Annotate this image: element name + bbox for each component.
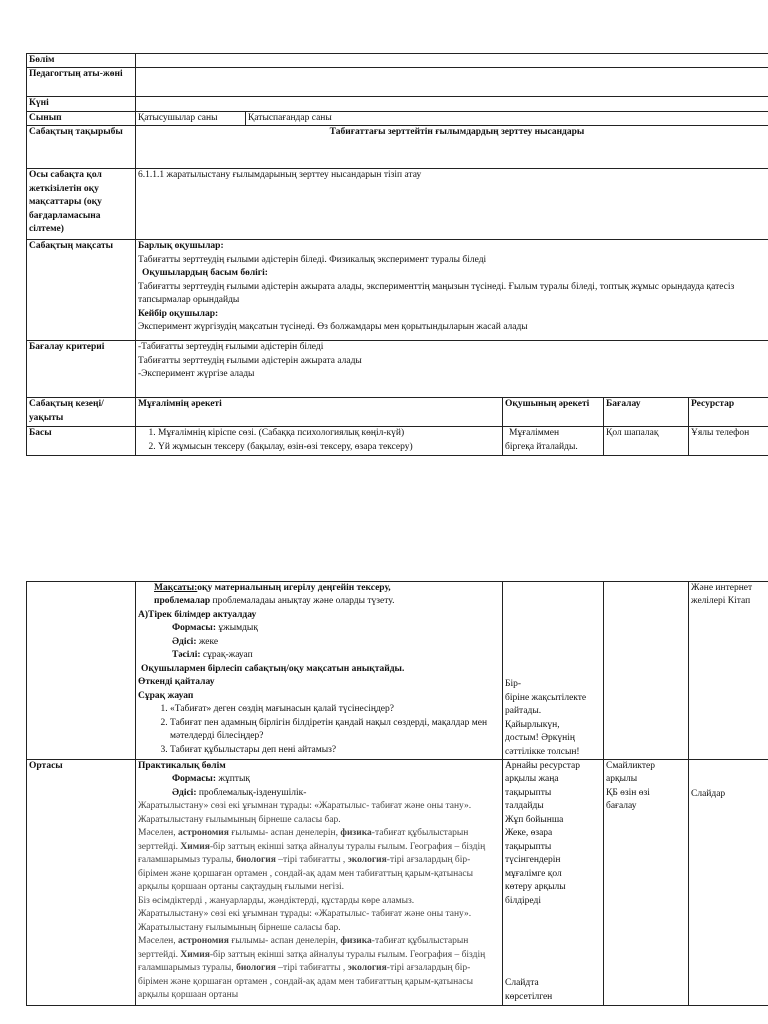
stage-header: Сабақтың кезеңі/ уақыты [27,398,136,427]
objectives-label: Осы сабақта қол жеткізілетін оқу мақсаттары (оқу бағдарламасына сілтеме) [27,169,136,240]
lesson-topic: Табиғаттағы зерттейтін ғылымдардың зерттеу нысандары [136,126,768,169]
assess-line: Смайликтер [606,761,656,771]
question-item: 2. Табиғат пен адамның бірлігін білдіретін қандай нақыл сөздерді, мақалдар мен мәтелдерді білесіңдер? [170,717,500,744]
criteria-item: -Табиғатты зертеудің ғылыми әдістерін біледі [138,342,324,353]
student-line: білдіреді [505,895,542,906]
practical-heading: Практикалық бөлім [138,761,226,771]
form-value: ұжымдық [216,623,258,634]
problem-line [138,595,500,608]
student-line: талдайды [505,801,544,812]
assessment-header: Бағалау [604,398,689,427]
review-heading: Өткенді қайталау [138,677,215,688]
begin-student-actions [503,427,604,456]
paragraph: Жаратылыстану» сөзі екі ұғымнан тұрады: «Жаратылыс- табиғат және оны тану». Жаратылыстану ғылымының бірнеше саласы бар. [138,909,472,933]
teacher-name-label: Педагогтың аты-жөні [27,68,136,97]
stage-middle: Ортасы [27,760,136,1006]
goal-some-heading: Кейбір оқушылар: [138,308,219,319]
begin-assessment: Қол шапалақ [604,427,689,456]
middle-student-actions [503,760,604,1006]
student-line: көрсетілген [505,991,553,1002]
form-label: Формасы: [172,623,217,634]
paragraph: Мәселен, астрономия ғылымы- аспан денелерін, физика-табиғат құбылыстарын зерттейді. Химия-бір заттың екінші затқа айналуы туралы ғылым. География – біздің ғаламшарымыз туралы, биология –тірі табиғатты , экология-тірі ағзалардың бір-бірімен және қоршаған ортамен , сондай-ақ адам мен табиғаттың қарым-қатынасы арқылы қоршаан ортаны [138,936,486,1001]
participants-count: Қатысушылар саны [136,111,246,125]
student-line: түсінгендерін [505,855,561,866]
lesson-plan-table-top [26,53,768,456]
begin-student-line: Мұғаліммен [509,428,560,439]
student-line: Жұп бойынша [505,814,564,825]
problem-bold: проблемалар [154,596,211,607]
lesson-goals [136,240,768,341]
student-line: мұғалімге қол [505,868,562,879]
technique-value: сұрақ-жауап [200,650,253,661]
question-item: 3. Табиғат құбылыстары деп нені айтамыз? [170,744,500,757]
resource-slides: Слайдар [691,789,726,799]
form-line [138,622,500,635]
goal-heading: Мақсаты: [154,583,198,593]
absent-count: Қатыспағандар саны [246,111,768,125]
student-line: көтеру арқылы [505,882,566,893]
mid-method-line [138,787,500,800]
criteria-item: -Эксперимент жүргізе алады [138,369,255,380]
list-item: 2. Үй жұмысын тексеру (бақылау, өзін-өзі тексеру, өзара тексеру) [158,441,500,454]
method-value: проблемалық-ізденушілік- [196,787,307,798]
review-teacher-actions [136,582,503,760]
student-line: арқылы жаңа [505,774,559,785]
section-value[interactable] [136,54,768,68]
student-line: тақырыпты [505,787,552,798]
question-item: 1. «Табиғат» деген сөздің мағынасын қалай түсінесіңдер? [170,703,500,716]
review-assessment [604,582,689,760]
qa-heading: Сұрақ жауап [138,690,194,701]
review-resources: Және интернет желілері Кітап [689,582,768,760]
lesson-plan-table-bottom [26,581,768,1006]
form-label: Формасы: [172,774,217,785]
goal-text: оқу материалының игерілу деңгейін тексеру, [197,583,391,593]
goal-all-heading: Барлық оқушылар: [138,241,224,252]
student-action-header: Оқушының әрекеті [503,398,604,427]
review-goal [138,582,500,595]
list-item: 1. Мұғалімнің кіріспе сөзі. (Сабаққа психологиялық көңіл-күй) [158,427,500,440]
middle-resources [689,760,768,1006]
student-line: біріне жақсытілекте [505,692,587,703]
assessment-criteria [136,341,768,398]
begin-student-line: біргеқа йталайды. [505,441,578,452]
review-student-actions [503,582,604,760]
method-value: жеке [196,636,219,647]
student-line: Слайдта [505,978,539,989]
method-label: Әдісі: [172,636,197,647]
support-knowledge-heading: А)Тірек білімдер актуалдау [138,609,257,620]
technique-label: Тәсілі: [172,650,201,661]
student-line: сәттілікке толсын! [505,746,580,757]
paragraph: Жаратылыстану» сөзі екі ұғымнан тұрады: «Жаратылыс- табиғат және оны тану». Жаратылыстану ғылымының бірнеше саласы бар. [138,801,472,825]
stage-begin-continued [27,582,136,760]
stage-begin: Басы [27,427,136,456]
begin-teacher-actions [136,427,503,456]
date-value[interactable] [136,97,768,111]
student-line: Бір- [505,679,522,690]
goal-label: Сабақтың мақсаты [27,240,136,341]
goal-some-text: Эксперимент жүргізудің мақсатын түсінеді. Өз болжамдары мен қорытындыларын жасай алады [138,322,528,333]
criteria-item: Табиғатты зерттеудің ғылыми әдістерін ажырата алады [138,355,362,366]
assess-line: арқылы [606,774,638,785]
begin-resources: Ұялы телефон [689,427,768,456]
method-line [138,636,500,649]
resources-header: Ресурстар [689,398,768,427]
goal-most-heading: Оқушылардың басым бөлігі: [142,268,268,279]
topic-label: Сабақтың тақырыбы [27,126,136,169]
assess-line: бағалау [606,801,637,812]
mid-form-line [138,773,500,786]
technique-line [138,649,500,662]
assess-line: ҚБ өзін өзі [606,787,650,798]
goal-all-text: Табиғатты зерттеудің ғылыми әдістерін біледі. Физикалық эксперимент туралы біледі [138,254,487,265]
method-label: Әдісі: [172,787,197,798]
paragraph: Мәселен, астрономия ғылымы- аспан денелерін, физика-табиғат құбылыстарын зерттейді. Химия-бір заттың екінші затқа айналуы туралы ғылым. География – біздің ғаламшарымыз туралы, биология –тірі табиғатты , экология-тірі ағзалардың бір-бірімен және қоршаған ортамен , сондай-ақ адам мен табиғаттың қарым-қатынасы арқылы қоршаан ортаны сақтаудың ғылыми негізі. [138,828,486,893]
paragraph: Біз өсімдіктерді , жануарларды, жәндіктерді, құстарды көре аламыз. [138,895,415,906]
form-value: жұптық [216,774,250,785]
learning-objectives: 6.1.1.1 жаратылыстану ғылымдарының зерттеу нысандарын тізіп атау [136,169,768,240]
student-line: Қайырлыкүн, [505,719,560,730]
middle-teacher-actions [136,760,503,1006]
student-line: Арнайы ресурстар [505,761,580,771]
middle-assessment [604,760,689,1006]
student-line: Жеке, өзара [505,828,553,839]
student-line: достым! Әркүнің [505,733,575,744]
student-line: тақырыпты [505,841,552,852]
goal-most-text: Табиғатты зерттеудің ғылыми әдістерін ажырата алады, эксперименттің маңызын түсінеді. Ғылым туралы біледі, топтық жұмыс орындауда қатесіз тапсырмалар орындайды [138,281,735,306]
student-line: райтады. [505,706,542,717]
class-label: Сынып [27,111,136,125]
criteria-label: Бағалау критериі [27,341,136,398]
joint-goal: Оқушылармен бірлесіп сабақтың/оқу мақсатын анықтайды. [141,663,405,674]
date-label: Күні [27,97,136,111]
teacher-name-value[interactable] [136,68,768,97]
teacher-action-header: Мұғалімнің әрекеті [136,398,503,427]
section-label: Бөлім [27,54,136,68]
problem-text: проблемаладаы анықтау және оларды түзету. [210,596,395,607]
